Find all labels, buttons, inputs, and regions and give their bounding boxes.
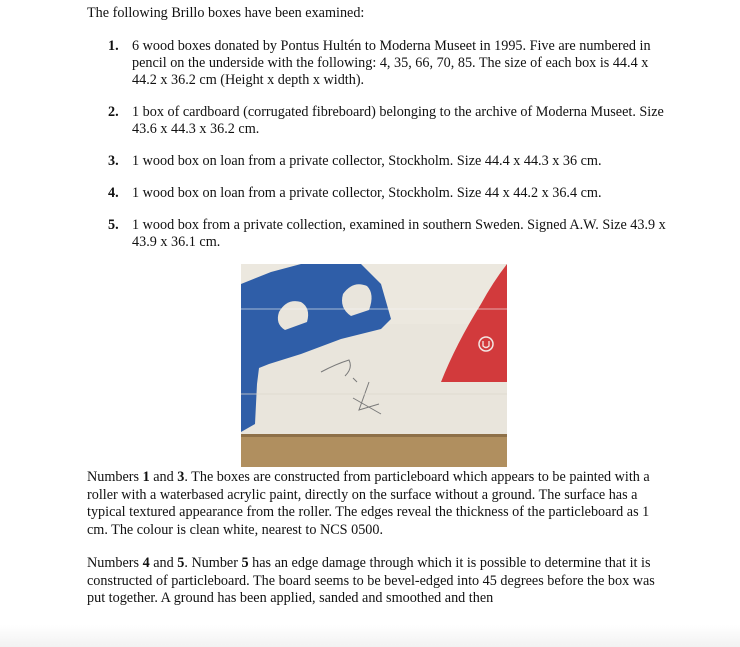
item-number: 5. [108, 217, 119, 233]
item-number: 1. [108, 38, 119, 54]
examined-boxes-list [108, 38, 668, 266]
item-number: 3. [108, 153, 119, 169]
item-text: 6 wood boxes donated by Pontus Hultén to Moderna Museet in 1995. Five are numbered in pencil on the underside with the following: 4, 35, 66, 70, 85. The size of each box is 44.4 x 44.2 x 36.2 cm (Height x depth x width). [132, 38, 651, 88]
item-text: 1 wood box from a private collection, examined in southern Sweden. Signed A.W. Size 43.9 x 43.9 x 36.1 cm. [132, 217, 666, 250]
item-text: 1 wood box on loan from a private collector, Stockholm. Size 44 x 44.2 x 36.4 cm. [132, 185, 602, 201]
photo-drawing [241, 264, 507, 467]
item-text: 1 wood box on loan from a private collector, Stockholm. Size 44.4 x 44.3 x 36 cm. [132, 153, 602, 169]
list-item [108, 217, 668, 251]
intro-text: The following Brillo boxes have been examined: [87, 5, 365, 21]
para-text: Numbers [87, 555, 143, 571]
paragraph-numbers-1-3 [87, 469, 667, 539]
photo-wood-base [241, 434, 507, 467]
paragraph-numbers-4-5 [87, 555, 667, 608]
bold-number: 4 [142, 555, 150, 571]
list-item [108, 185, 668, 202]
list-item [108, 153, 668, 170]
bold-number: 3 [177, 469, 185, 485]
para-text: Numbers [87, 469, 143, 485]
item-text: 1 box of cardboard (corrugated fibreboard) belonging to the archive of Moderna Museet. Size 43.6 x 44.3 x 36.2 cm. [132, 104, 664, 137]
brillo-box-photo [241, 264, 507, 467]
item-number: 4. [108, 185, 119, 201]
page-bottom-edge [0, 625, 740, 647]
bold-number: 5 [177, 555, 185, 571]
item-number: 2. [108, 104, 119, 120]
para-text: and [149, 555, 178, 571]
para-text: has an edge damage through which it is possible to determine that it is constructed of particleboard. The board seems to be bevel-edged into 45 degrees before the box was put together. A ground has been applied, sanded and smoothed and then [87, 555, 655, 606]
list-item [108, 38, 668, 89]
para-text: and [149, 469, 178, 485]
list-item [108, 104, 668, 138]
para-text: . Number [184, 555, 242, 571]
bold-number: 1 [142, 469, 150, 485]
bold-number: 5 [241, 555, 249, 571]
para-text: . The boxes are constructed from particleboard which appears to be painted with a roller with a waterbased acrylic paint, directly on the surface without a ground. The surface has a typical textured appearance from the roller. The edges reveal the thickness of the particleboard as 1 cm. The colour is clean white, nearest to NCS 0500. [87, 469, 650, 538]
